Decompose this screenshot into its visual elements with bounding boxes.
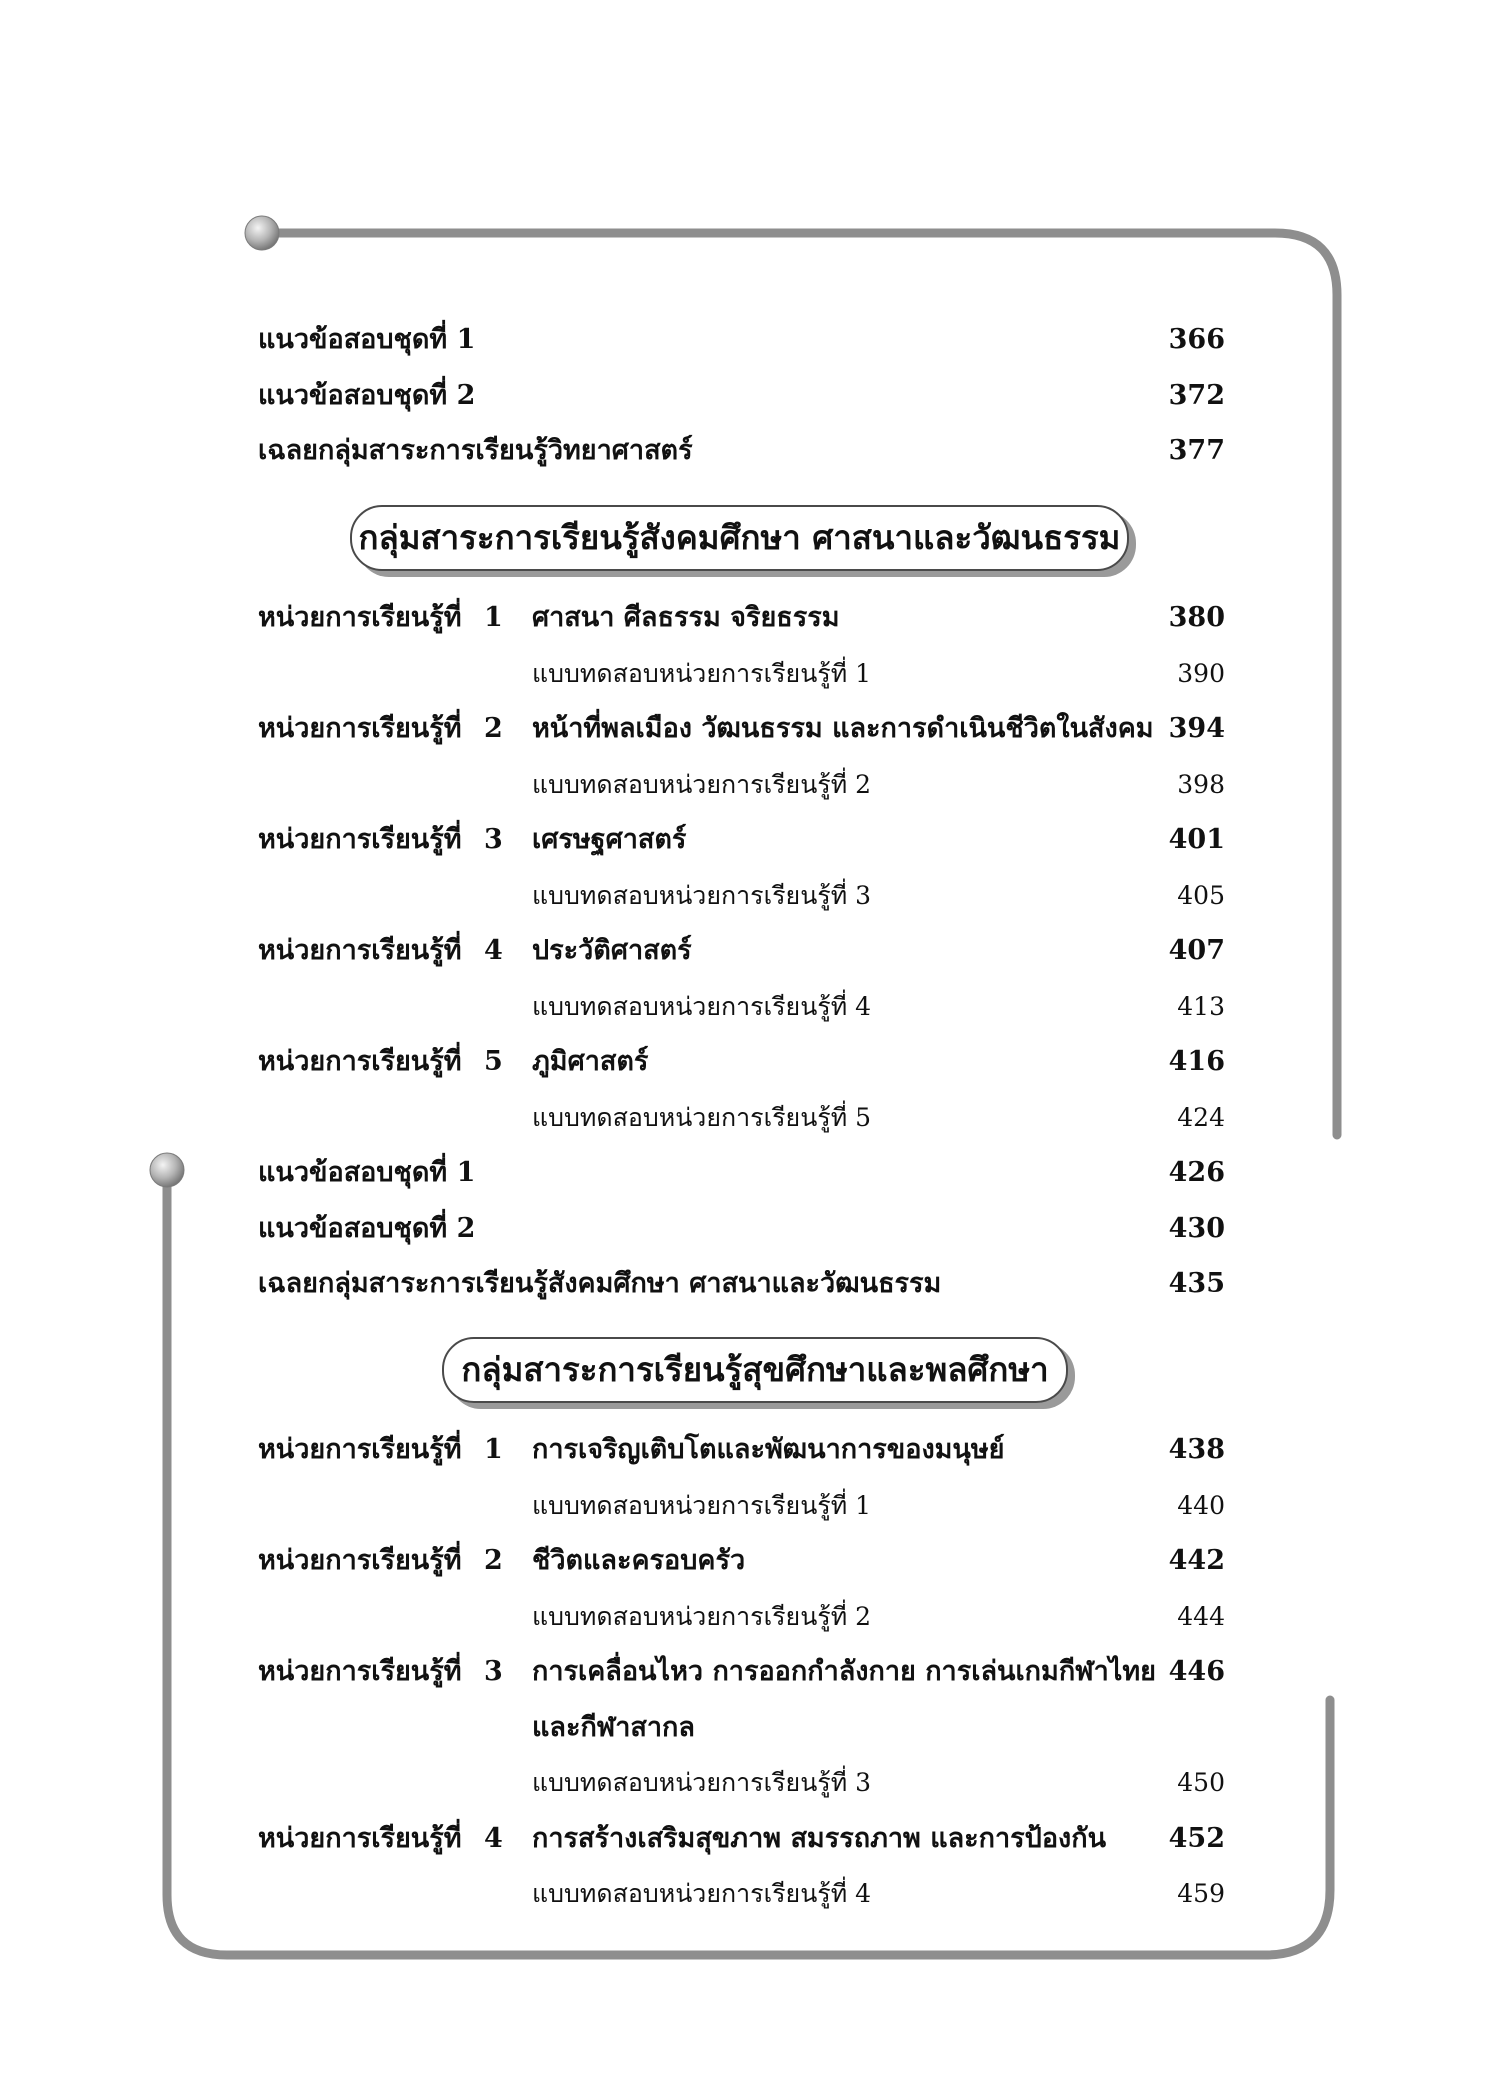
entry-page: 366: [1168, 324, 1225, 355]
test-title: แบบทดสอบหน่วยการเรียนรู้ที่ 5: [532, 1103, 872, 1132]
unit-entry[interactable]: [0, 812, 1504, 868]
unit-number: 5: [484, 1046, 503, 1077]
unit-number: 2: [484, 1545, 503, 1576]
section-heading-social: กลุ่มสาระการเรียนรู้สังคมศึกษา ศาสนาและวัฒนธรรม: [350, 505, 1129, 571]
unit-test-entry[interactable]: [0, 868, 1504, 924]
unit-label: หน่วยการเรียนรู้ที่: [258, 602, 462, 633]
entry-page: 430: [1168, 1213, 1225, 1244]
unit-title: หน้าที่พลเมือง วัฒนธรรม และการดำเนินชีวิตในสังคม: [532, 713, 1154, 744]
unit-page: 446: [1168, 1656, 1225, 1687]
unit-page: 438: [1168, 1434, 1225, 1465]
entry-title: แนวข้อสอบชุดที่ 1: [258, 1157, 476, 1188]
unit-title: ชีวิตและครอบครัว: [532, 1545, 746, 1576]
test-title: แบบทดสอบหน่วยการเรียนรู้ที่ 1: [532, 1491, 872, 1520]
test-page: 450: [1177, 1768, 1225, 1797]
unit-title: ศาสนา ศีลธรรม จริยธรรม: [532, 602, 840, 633]
unit-title: การสร้างเสริมสุขภาพ สมรรถภาพ และการป้องกัน: [532, 1823, 1107, 1854]
test-title: แบบทดสอบหน่วยการเรียนรู้ที่ 4: [532, 1879, 872, 1908]
toc-entry[interactable]: [0, 1145, 1504, 1201]
unit-entry[interactable]: [0, 1644, 1504, 1700]
test-title: แบบทดสอบหน่วยการเรียนรู้ที่ 2: [532, 1602, 872, 1631]
unit-page: 394: [1168, 713, 1225, 744]
toc-entry[interactable]: [0, 423, 1504, 479]
test-title: แบบทดสอบหน่วยการเรียนรู้ที่ 2: [532, 770, 872, 799]
unit-test-entry[interactable]: [0, 979, 1504, 1035]
test-title: แบบทดสอบหน่วยการเรียนรู้ที่ 3: [532, 1768, 872, 1797]
unit-label: หน่วยการเรียนรู้ที่: [258, 1656, 462, 1687]
unit-page: 401: [1168, 824, 1225, 855]
test-title: แบบทดสอบหน่วยการเรียนรู้ที่ 4: [532, 992, 872, 1021]
unit-title-cont: และกีฬาสากล: [532, 1712, 695, 1743]
unit-title: ประวัติศาสตร์: [532, 935, 692, 966]
test-page: 398: [1177, 770, 1225, 799]
toc-entry[interactable]: [0, 1201, 1504, 1257]
test-page: 459: [1177, 1879, 1225, 1908]
unit-entry[interactable]: [0, 590, 1504, 646]
test-page: 424: [1177, 1103, 1225, 1132]
unit-label: หน่วยการเรียนรู้ที่: [258, 935, 462, 966]
unit-number: 1: [484, 602, 503, 633]
unit-label: หน่วยการเรียนรู้ที่: [258, 824, 462, 855]
unit-label: หน่วยการเรียนรู้ที่: [258, 1823, 462, 1854]
unit-entry[interactable]: [0, 1034, 1504, 1090]
unit-label: หน่วยการเรียนรู้ที่: [258, 713, 462, 744]
unit-number: 3: [484, 824, 503, 855]
unit-page: 407: [1168, 935, 1225, 966]
unit-number: 3: [484, 1656, 503, 1687]
test-page: 405: [1177, 881, 1225, 910]
unit-title: เศรษฐศาสตร์: [532, 824, 687, 855]
unit-page: 452: [1168, 1823, 1225, 1854]
unit-number: 2: [484, 713, 503, 744]
unit-entry[interactable]: [0, 1811, 1504, 1867]
unit-title-continuation: [0, 1700, 1504, 1756]
entry-title: เฉลยกลุ่มสาระการเรียนรู้วิทยาศาสตร์: [258, 435, 693, 466]
section-heading-health: กลุ่มสาระการเรียนรู้สุขศึกษาและพลศึกษา: [442, 1337, 1068, 1403]
unit-entry[interactable]: [0, 1533, 1504, 1589]
toc-entry[interactable]: [0, 368, 1504, 424]
entry-title: แนวข้อสอบชุดที่ 2: [258, 1213, 476, 1244]
entry-page: 372: [1168, 380, 1225, 411]
unit-label: หน่วยการเรียนรู้ที่: [258, 1434, 462, 1465]
test-title: แบบทดสอบหน่วยการเรียนรู้ที่ 1: [532, 659, 872, 688]
entry-title: แนวข้อสอบชุดที่ 1: [258, 324, 476, 355]
unit-label: หน่วยการเรียนรู้ที่: [258, 1046, 462, 1077]
entry-title: แนวข้อสอบชุดที่ 2: [258, 380, 476, 411]
unit-test-entry[interactable]: [0, 1090, 1504, 1146]
test-page: 390: [1177, 659, 1225, 688]
toc-entry[interactable]: [0, 1256, 1504, 1312]
unit-number: 1: [484, 1434, 503, 1465]
unit-title: การเจริญเติบโตและพัฒนาการของมนุษย์: [532, 1434, 1005, 1465]
unit-title: ภูมิศาสตร์: [532, 1046, 649, 1077]
entry-page: 435: [1168, 1268, 1225, 1299]
unit-title: การเคลื่อนไหว การออกกำลังกาย การเล่นเกมกีฬาไทย: [532, 1656, 1156, 1687]
unit-entry[interactable]: [0, 701, 1504, 757]
test-title: แบบทดสอบหน่วยการเรียนรู้ที่ 3: [532, 881, 872, 910]
unit-test-entry[interactable]: [0, 1478, 1504, 1534]
unit-test-entry[interactable]: [0, 646, 1504, 702]
unit-number: 4: [484, 935, 503, 966]
unit-test-entry[interactable]: [0, 757, 1504, 813]
entry-page: 426: [1168, 1157, 1225, 1188]
unit-test-entry[interactable]: [0, 1589, 1504, 1645]
unit-page: 416: [1168, 1046, 1225, 1077]
unit-page: 380: [1168, 602, 1225, 633]
test-page: 413: [1177, 992, 1225, 1021]
unit-entry[interactable]: [0, 923, 1504, 979]
entry-page: 377: [1168, 435, 1225, 466]
unit-test-entry[interactable]: [0, 1755, 1504, 1811]
test-page: 440: [1177, 1491, 1225, 1520]
entry-title: เฉลยกลุ่มสาระการเรียนรู้สังคมศึกษา ศาสนาและวัฒนธรรม: [258, 1268, 942, 1299]
unit-test-entry[interactable]: [0, 1866, 1504, 1922]
unit-page: 442: [1168, 1545, 1225, 1576]
unit-label: หน่วยการเรียนรู้ที่: [258, 1545, 462, 1576]
toc-entry[interactable]: [0, 312, 1504, 368]
unit-entry[interactable]: [0, 1422, 1504, 1478]
unit-number: 4: [484, 1823, 503, 1854]
test-page: 444: [1177, 1602, 1225, 1631]
